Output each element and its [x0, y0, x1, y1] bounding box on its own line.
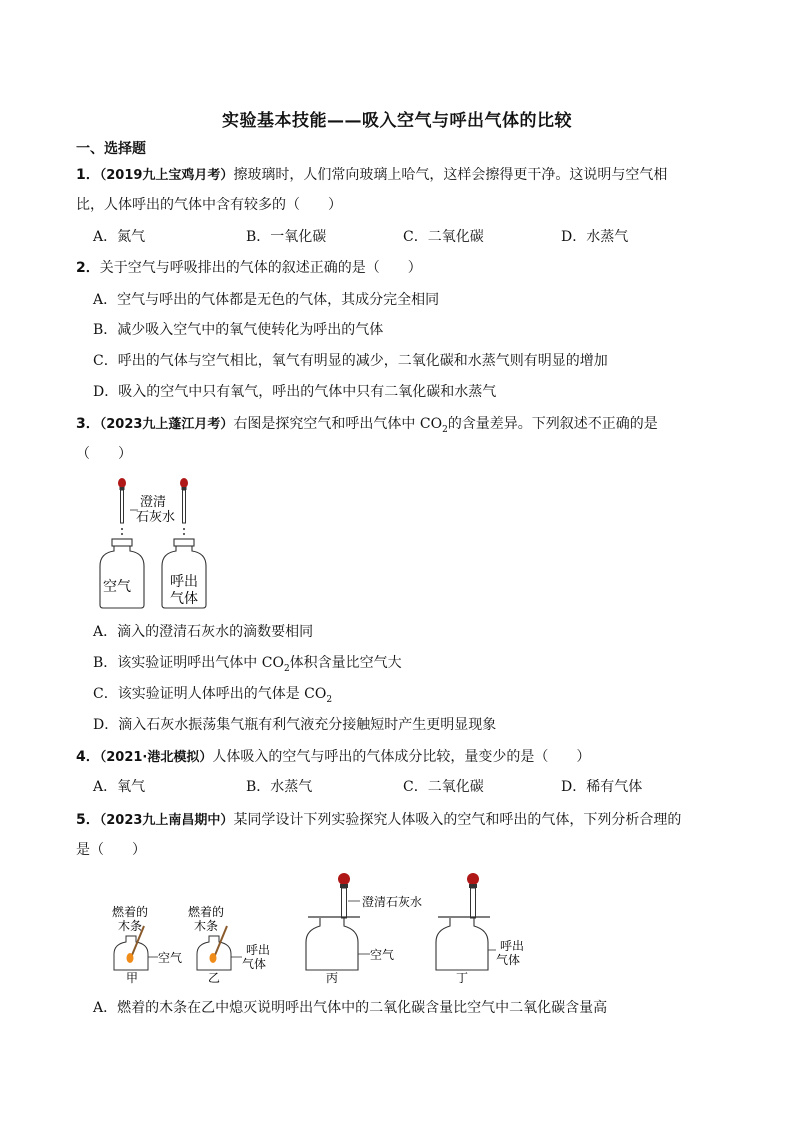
page-title: 实验基本技能——吸入空气与呼出气体的比较	[222, 111, 572, 131]
figure-label-yi: 乙	[208, 971, 221, 985]
subscript: 2	[326, 694, 333, 705]
flame-icon	[127, 953, 134, 963]
question-source: （2021·港北模拟）	[99, 750, 213, 765]
stick-label: 木条	[118, 919, 143, 933]
question-3-cont: （ ）	[76, 446, 132, 462]
question-number: 2．	[76, 260, 100, 276]
question-number: 3．	[76, 416, 100, 432]
q2-option-c: C．呼出的气体与空气相比，氧气有明显的减少，二氧化碳和水蒸气则有明显的增加	[93, 353, 608, 369]
dropper-icon	[118, 478, 126, 535]
dropper-icon	[180, 478, 188, 535]
question-1-cont: 比，人体呼出的气体中含有较多的（ ）	[76, 197, 342, 213]
stick-label: 木条	[194, 919, 219, 933]
question-4	[76, 747, 590, 768]
option-text: B．该实验证明呼出气体中 CO	[93, 655, 284, 671]
q4-option-b: B．水蒸气	[246, 779, 313, 795]
subscript: 2	[283, 663, 290, 674]
q2-option-a: A．空气与呼出的气体都是无色的气体，其成分完全相同	[93, 292, 440, 308]
option-text: C．该实验证明人体呼出的气体是 CO	[93, 686, 327, 702]
limewater-label: 澄清石灰水	[362, 895, 423, 909]
figure-label-bing: 丙	[326, 971, 339, 985]
question-number: 5．	[76, 812, 100, 828]
question-5-cont: 是（ ）	[76, 842, 146, 858]
question-source: （2023九上南昌期中）	[99, 813, 234, 828]
gas-bottle-icon	[436, 918, 488, 970]
q4-option-c: C．二氧化碳	[403, 779, 484, 795]
question-text: 关于空气与呼吸排出的气体的叙述正确的是（ ）	[99, 260, 422, 276]
stick-label: 燃着的	[112, 905, 149, 919]
q4-option-d: D．稀有气体	[561, 779, 643, 795]
q5-option-a: A．燃着的木条在乙中熄灭说明呼出气体中的二氧化碳含量比空气中二氧化碳含量高	[93, 1000, 608, 1016]
question-3	[76, 414, 658, 440]
q3-option-b	[93, 653, 402, 679]
q4-option-a: A．氧气	[93, 779, 146, 795]
exhaled-label: 气体	[242, 957, 267, 971]
bottle-label: 呼出	[170, 574, 198, 590]
air-label: 空气	[158, 951, 183, 965]
question-text: 右图是探究空气和呼出气体中 CO	[233, 416, 443, 432]
q2-option-b: B．减少吸入空气中的氧气使转化为呼出的气体	[93, 322, 384, 338]
figure-label-jia: 甲	[126, 971, 139, 985]
bottle-label: 空气	[103, 579, 131, 595]
small-bottle-icon	[197, 936, 231, 970]
dropper-label: 石灰水	[136, 510, 176, 525]
q1-option-b: B．一氧化碳	[246, 229, 327, 245]
question-text: 擦玻璃时，人们常向玻璃上哈气，这样会擦得更干净。这说明与空气相	[233, 167, 668, 183]
q3-option-d: D．滴入石灰水振荡集气瓶有利气液充分接触短时产生更明显现象	[93, 717, 497, 733]
question-source: （2023九上蓬江月考）	[99, 417, 234, 432]
bottle-label: 气体	[170, 591, 198, 607]
question-source: （2019九上宝鸡月考）	[99, 168, 234, 183]
question-text-cont: 的含量差异。下列叙述不正确的是	[447, 416, 658, 432]
question-5	[76, 810, 681, 831]
figure-label-ding: 丁	[456, 971, 469, 985]
limewater-bottles-figure	[90, 474, 210, 614]
q1-option-a: A．氮气	[93, 229, 146, 245]
question-1	[76, 165, 667, 186]
exhaled-label: 呼出	[500, 939, 525, 953]
exhaled-label: 呼出	[246, 943, 271, 957]
flame-icon	[210, 953, 217, 963]
q1-option-c: C．二氧化碳	[403, 229, 484, 245]
q3-option-a: A．滴入的澄清石灰水的滴数要相同	[93, 624, 314, 640]
section-heading: 一、选择题	[76, 141, 146, 157]
exhaled-label: 气体	[496, 953, 521, 967]
question-text: 某同学设计下列实验探究人体吸入的空气和呼出的气体，下列分析合理的	[233, 812, 682, 828]
question-number: 4．	[76, 749, 100, 765]
gas-bottle-icon	[306, 918, 358, 970]
question-text: 人体吸入的空气与呼出的气体成分比较，量变少的是（ ）	[212, 749, 591, 765]
gas-bottle-icon	[100, 539, 144, 608]
stick-label: 燃着的	[188, 905, 225, 919]
subscript: 2	[442, 424, 448, 435]
breath-experiment-figure	[108, 870, 538, 985]
dropper-label: 澄清	[140, 495, 167, 510]
dropper-icon	[467, 873, 479, 918]
q1-option-d: D．水蒸气	[561, 229, 629, 245]
question-number: 1．	[76, 167, 100, 183]
dropper-icon	[338, 873, 350, 918]
q2-option-d: D．吸入的空气中只有氧气，呼出的气体中只有二氧化碳和水蒸气	[93, 384, 497, 400]
small-bottle-icon	[114, 936, 148, 970]
q3-option-c	[93, 684, 332, 710]
question-2	[76, 258, 422, 278]
air-label: 空气	[370, 948, 395, 962]
option-text-cont: 体积含量比空气大	[289, 655, 402, 671]
